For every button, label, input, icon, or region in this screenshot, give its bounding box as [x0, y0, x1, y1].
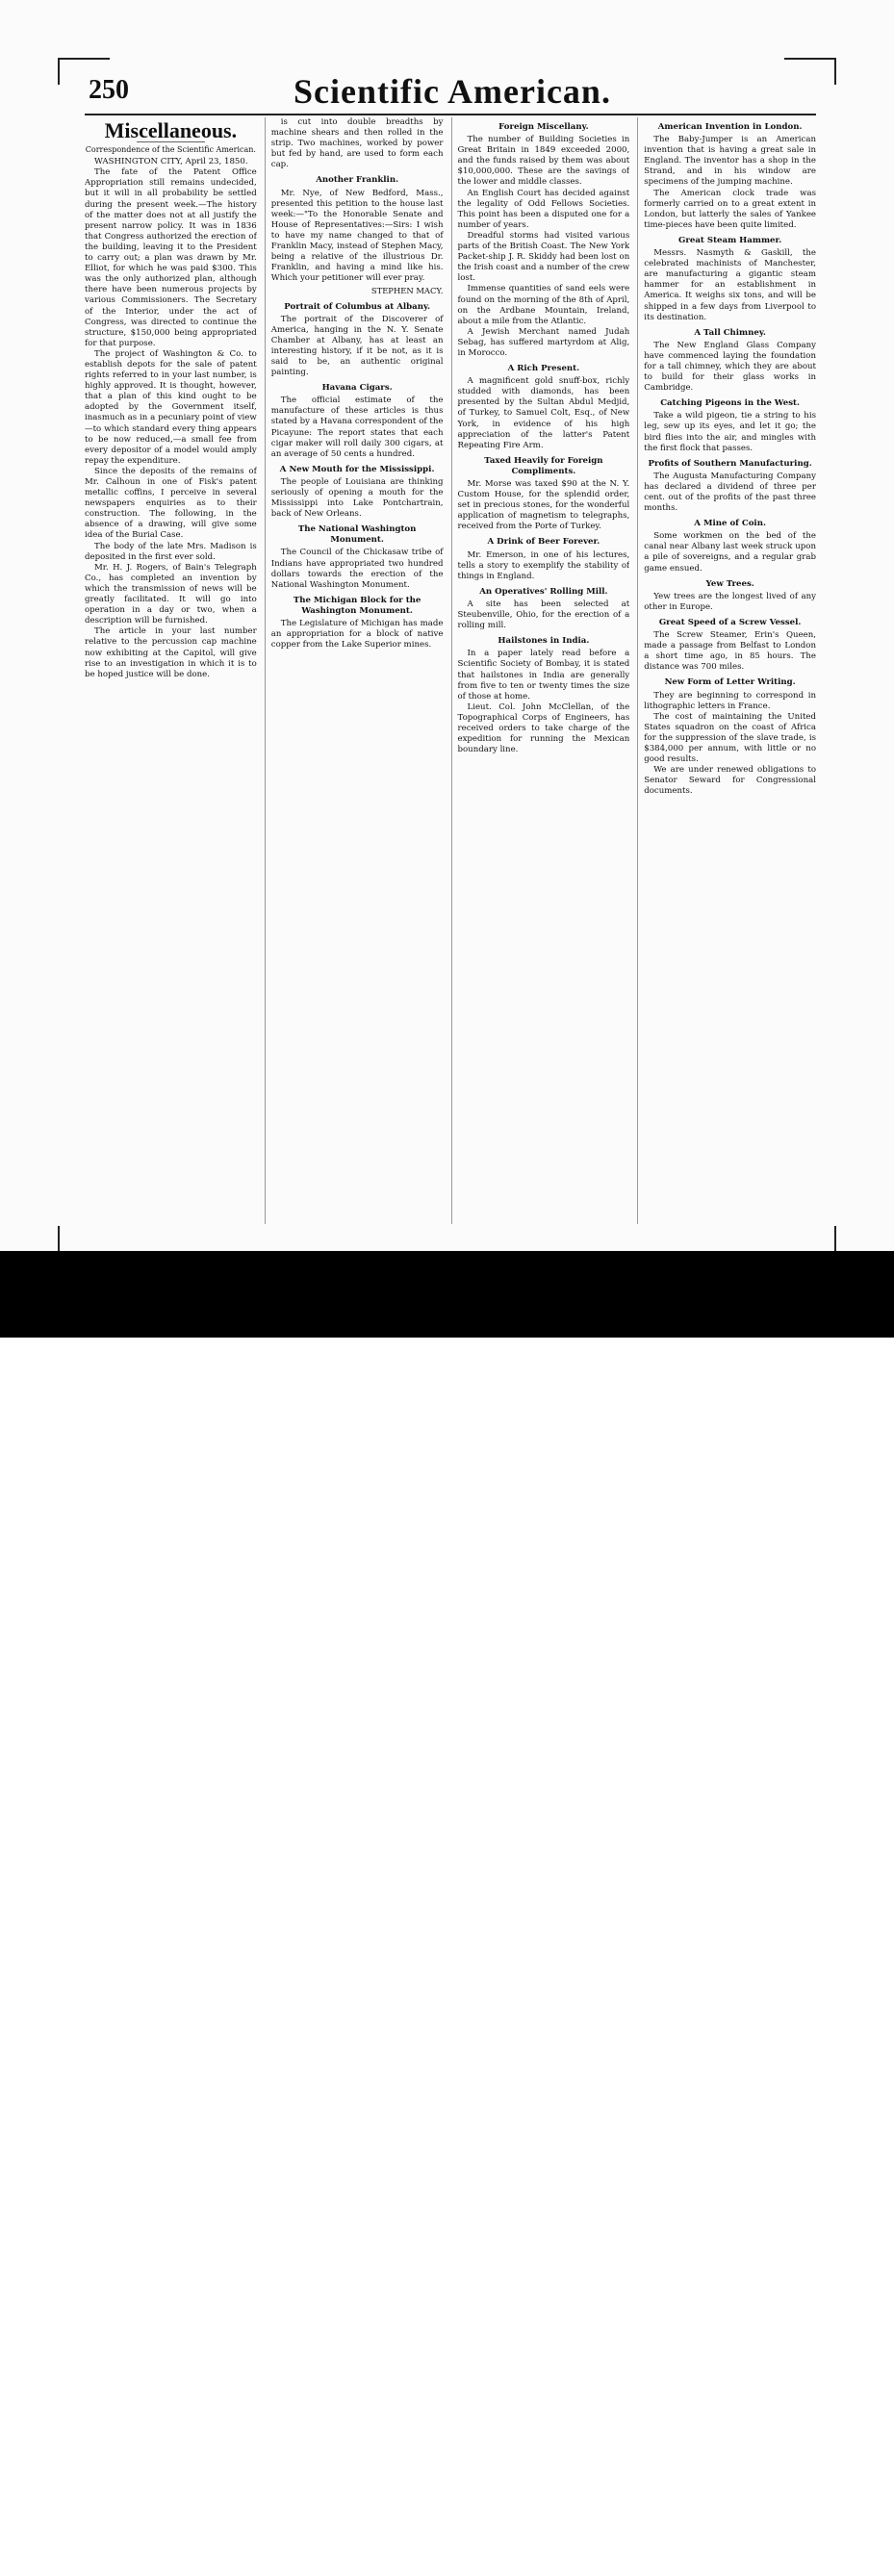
site-url[interactable]: www.alamy.com	[747, 2552, 871, 2571]
header-rule	[85, 114, 816, 115]
masthead: Scientific American.	[294, 72, 611, 111]
section-title: Miscellaneous.	[104, 118, 238, 142]
article-heading: A Tall Chimney.	[694, 327, 766, 338]
paragraph: The Council of the Chickasaw tribe of Indians have appropriated two hundred dollars towards the erection of the National Washington Monument.	[270, 548, 444, 590]
article-heading: Catching Pigeons in the West.	[660, 398, 801, 409]
column-2	[265, 117, 444, 1224]
page-number: 250	[89, 75, 129, 105]
paragraph: Dreadful storms had visited various parts of the British Coast. The New York Packet-ship J. R. Skiddy had been lost on the Irish coast and a number of the crew lost.	[457, 230, 630, 284]
paragraph: Mr. H. J. Rogers, of Bain's Telegraph Co., has completed an invention by which the transmission of news will be greatly facilitated. It will go into operation in a day or two, when a description will be furnished.	[85, 562, 257, 626]
paragraph: The American clock trade was formerly carried on to a great extent in London, but latterly the sales of Yankee time-pieces have been quite limited.	[644, 188, 816, 230]
article-heading: The National Washington Monument.	[297, 524, 417, 546]
article-heading: An Operatives' Rolling Mill.	[479, 586, 608, 597]
paragraph: The Baby-Jumper is an American invention that is having a great sale in England. The inventor has a shop in the Strand, and in his window are specimens of the jumping machine.	[644, 135, 816, 188]
article-heading: A Drink of Beer Forever.	[487, 537, 600, 548]
stock-banner	[0, 1251, 894, 2575]
paragraph: The fate of the Patent Office Appropriation still remains undecided, but it will in all probability be settled during the present week.—The history of the matter does not at all justify the present narrow policy. It was in 1836 that Congress authorized the erection of the building, leaving it to the President to carry out; a plan was drawn by Mr. Elliot, for which he was paid $300. This was the only authorized plan, although there have been numerous projects by various Commissioners. The Secretary of the Interior, under the act of Congress, was directed to continue the structure, $150,000 being appropriated for that purpose.	[85, 167, 257, 348]
article-heading: A Mine of Coin.	[694, 519, 766, 529]
paragraph: A site has been selected at Steubenville, Ohio, for the erection of a rolling mill.	[457, 599, 630, 631]
article-heading: Havana Cigars.	[321, 383, 393, 394]
paragraph: is cut into double breadths by machine shears and then rolled in the strip. Two machines, worked by power but fed by hand, are used to form each cap.	[270, 117, 444, 170]
paragraph: The number of Building Societies in Great Britain in 1849 exceeded 2000, and the funds raised by them was about $10,000,000. These are the savings of the lower and middle classes.	[457, 135, 630, 188]
paragraph: The official estimate of the manufacture of these articles is thus stated by a Havana correspondent of the Picayune: The report states that each cigar maker will roll daily 300 cigars, at an average of 50 cents a hundred.	[270, 395, 444, 459]
byline: Correspondence of the Scientific American.	[85, 145, 256, 155]
columns	[85, 117, 816, 1224]
article-heading: The Michigan Block for the Washington Monument.	[293, 595, 421, 616]
article-heading: A New Mouth for the Mississippi.	[279, 464, 435, 474]
article-heading: New Form of Letter Writing.	[664, 677, 796, 688]
paragraph: An English Court has decided against the legality of Odd Fellows Societies. This point has been a disputed one for a number of years.	[457, 188, 630, 230]
signature: STEPHEN MACY.	[370, 286, 444, 296]
dateline: WASHINGTON CITY, April 23, 1850.	[94, 157, 248, 167]
paragraph: Mr. Nye, of New Bedford, Mass., presented this petition to the house last week:—"To the Honorable Senate and House of Representatives:—Sirs: I wish to have my name changed to that of Franklin Macy, instead of Stephen Macy, being a relative of the illustrious Dr. Franklin, and having a mind like his. Which your petitioner will ever pray.	[270, 188, 444, 284]
article-heading: A Rich Present.	[507, 364, 580, 374]
article-heading: Great Steam Hammer.	[678, 235, 782, 245]
paragraph: The article in your last number relative to the percussion cap machine now exhibiting at the Capitol, will give rise to an investigation in which it is to be hoped justice will be done.	[85, 626, 257, 679]
paragraph: Mr. Emerson, in one of his lectures, tells a story to exemplify the stability of things in England.	[457, 549, 630, 581]
paragraph: Lieut. Col. John McClellan, of the Topographical Corps of Engineers, has received orders to take charge of the expedition for running the Mexican boundary line.	[457, 701, 630, 755]
paragraph: In a paper lately read before a Scientific Society of Bombay, it is stated that hailstones in India are generally from five to ten or twenty times the size of those at home.	[457, 649, 630, 701]
ornament-corner	[58, 1226, 110, 1253]
article-heading: Profits of Southern Manufacturing.	[648, 458, 812, 469]
article-heading: Portrait of Columbus at Albany.	[284, 301, 430, 312]
paragraph: A Jewish Merchant named Judah Sebag, has suffered martyrdom at Alig, in Morocco.	[457, 326, 630, 358]
image-id: 2ABTFG4	[793, 2521, 871, 2540]
article-heading: Yew Trees.	[705, 578, 754, 589]
column-3	[451, 117, 630, 1224]
column-4	[637, 117, 816, 1224]
article-heading: Foreign Miscellany.	[498, 122, 589, 132]
paragraph: The people of Louisiana are thinking seriously of opening a mouth for the Mississippi into Lake Pontchartrain, back of New Orleans.	[270, 476, 444, 520]
column-1	[85, 117, 257, 1224]
paragraph: A magnificent gold snuff-box, richly studded with diamonds, has been presented by the Sultan Abdul Medjid, of Turkey, to Samuel Colt, Esq., of New York, in evidence of his high appreciation of the latter's Patent Repeating Fire Arm.	[457, 376, 630, 450]
paragraph: The cost of maintaining the United States squadron on the coast of Africa for the suppression of the slave trade, is $384,000 per annum, with little or no good results.	[644, 711, 816, 765]
paragraph: Yew trees are the longest lived of any other in Europe.	[644, 591, 816, 612]
paragraph: The Screw Steamer, Erin's Queen, made a passage from Belfast to London a short time ago, in 85 hours. The distance was 700 miles.	[644, 630, 816, 673]
paragraph: Since the deposits of the remains of Mr. Calhoun in one of Fisk's patent metallic coffins, I perceive in several newspapers enquiries as to their construction. The following, in the absence of a drawing, will give some idea of the Burial Case.	[85, 466, 257, 541]
paragraph: We are under renewed obligations to Senator Seward for Congressional documents.	[644, 765, 816, 797]
article-heading: Taxed Heavily for Foreign Compliments.	[484, 455, 603, 476]
paragraph: Messrs. Nasmyth & Gaskill, the celebrated machinists of Manchester, are manufacturing a gigantic steam hammer for an establishment in America. It weighs six tons, and will be shipped in a few days from Liverpool to its destination.	[644, 248, 816, 322]
paragraph: The portrait of the Discoverer of America, hanging in the N. Y. Senate Chamber at Albany, has at least an interesting history, if it be not, as it is said to be, an authentic original painting.	[270, 314, 444, 378]
alamy-logo: alamy	[23, 2524, 155, 2575]
paragraph: Mr. Morse was taxed $90 at the N. Y. Custom House, for the splendid order, set in precious stones, for the wonderful application of magnetism to telegraphs, received from the Porte of Turkey.	[457, 479, 630, 532]
article-heading: American Invention in London.	[657, 122, 803, 132]
article-heading: Hailstones in India.	[498, 636, 590, 647]
paragraph: Some workmen on the bed of the canal near Albany last week struck upon a pile of sovereigns, and a regular grab game ensued.	[644, 531, 816, 574]
paragraph: The New England Glass Company have commenced laying the foundation for a tall chimney, which they are about to build for their glass works in Cambridge.	[644, 340, 816, 394]
article-heading: Great Speed of a Screw Vessel.	[658, 617, 802, 627]
ornament-corner	[784, 1226, 836, 1253]
paragraph: Immense quantities of sand eels were found on the morning of the 8th of April, on the Ardbane Mountain, Ireland, about a mile from the Atlantic.	[457, 284, 630, 326]
article-heading: Another Franklin.	[316, 175, 399, 186]
paragraph: The body of the late Mrs. Madison is deposited in the first ever sold.	[85, 541, 257, 562]
paragraph: Take a wild pigeon, tie a string to his leg, sew up its eyes, and let it go; the bird flies into the air, and mingles with the first flock that passes.	[644, 411, 816, 453]
paragraph: The project of Washington & Co. to establish depots for the sale of patent rights referred to in your last number, is highly approved. It is thought, however, that a plan of this kind ought to be adopted by the Government itself, inasmuch as in a pecuniary point of view—to which standard every thing appears to be now reduced,—a small fee from every depositor of a model would amply repay the expenditure.	[85, 348, 257, 466]
newspaper-page	[0, 0, 894, 1251]
ornament-corner	[784, 58, 836, 85]
paragraph: The Legislature of Michigan has made an appropriation for a block of native copper from the Lake Superior mines.	[270, 619, 444, 650]
paragraph: The Augusta Manufacturing Company has declared a dividend of three per cent. out of the profits of the past three months.	[644, 471, 816, 514]
paragraph: They are beginning to correspond in lithographic letters in France.	[644, 690, 816, 711]
